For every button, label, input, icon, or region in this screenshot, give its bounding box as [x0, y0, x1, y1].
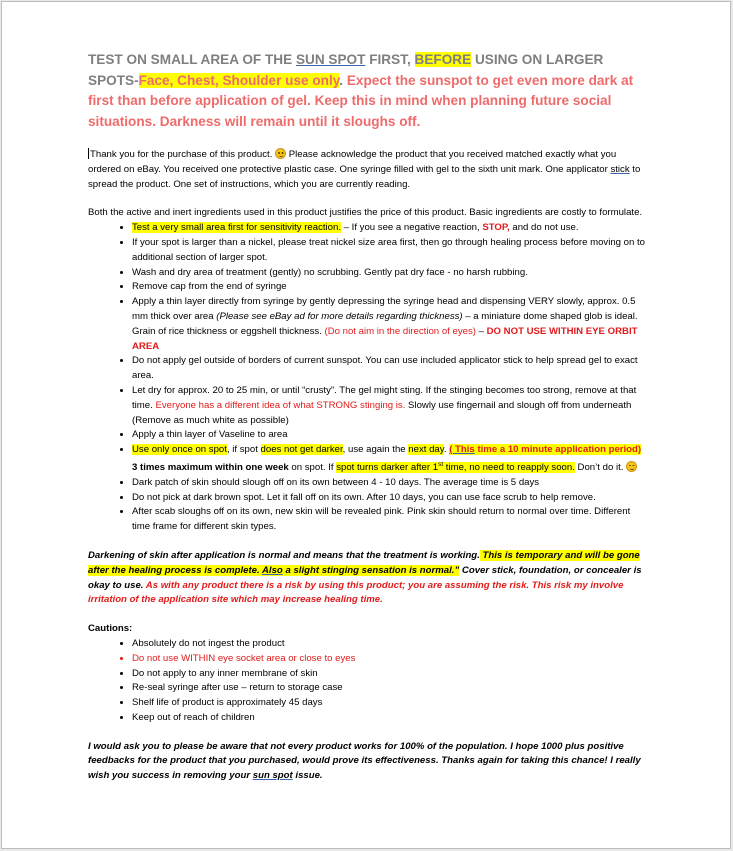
- list-item: • Wash and dry area of treatment (gently) no scrubbing. Gently pat dry face - no harsh rubbing.: [132, 266, 648, 281]
- list-item: • After scab sloughs off on its own, new skin will be revealed pink. Pink skin should return to normal over time. Different time frame for different skin types.: [132, 505, 648, 535]
- cautions-list: [88, 637, 648, 726]
- document-body: [88, 50, 648, 784]
- intro-text: Please acknowledge the product that you received matched exactly what you ordered on eBay. You received one protective plastic case. One syringe filled with gel to the sixth unit mark. One applicator: [88, 149, 617, 175]
- heading-text: FIRST,: [365, 52, 415, 67]
- list-item: • Do not pick at dark brown spot. Let it fall off on its own. After 10 days, you can use face scrub to help remove.: [132, 491, 648, 506]
- list-item: • Let dry for approx. 20 to 25 min, or until “crusty”. The gel might sting. If the stinging becomes too strong, remove at that time. Everyone has a different idea of what STRONG stinging is. Slowly use fingernail and slough off from underneath (Remove as much white as possible): [132, 384, 648, 428]
- heading-sun-spot: SUN SPOT: [295, 52, 366, 67]
- list-item: • Test a very small area first for sensitivity reaction. – If you see a negative reaction, STOP, and do not use.: [132, 221, 648, 236]
- heading-text: .: [339, 72, 347, 88]
- intro-text: to spread the product. One set of instructions, which you are currently reading.: [88, 163, 641, 190]
- warning-heading: [88, 50, 648, 132]
- list-item: • Apply a thin layer of Vaseline to area: [132, 428, 648, 443]
- list-item: • Do not apply gel outside of borders of current sunspot. You can use included applicator stick to help spread gel to exact area.: [132, 354, 648, 384]
- closing-paragraph: I would ask you to please be aware that not every product works for 100% of the population. I hope 1000 plus positive feedbacks for the product that you purchased, would prove its effectiveness. Thanks again for taking this chance! I really wish you success in removing your sun spot issue.: [88, 740, 641, 782]
- list-item: • Remove cap from the end of syringe: [132, 280, 648, 295]
- intro-stick: stick: [610, 163, 630, 175]
- text-cursor: [88, 148, 89, 159]
- heading-before: BEFORE: [414, 52, 472, 67]
- heading-text: TEST ON SMALL AREA OF THE: [88, 52, 296, 67]
- caution-item: • Shelf life of product is approximately 45 days: [132, 696, 648, 711]
- instructions-list: [88, 221, 648, 535]
- intro-text: Thank you for the purchase of this product.: [90, 149, 276, 160]
- caution-item: • Absolutely do not ingest the product: [132, 637, 648, 652]
- caution-item: • Do not use WITHIN eye socket area or close to eyes: [132, 652, 648, 667]
- smiley-emoji-icon: [626, 461, 637, 472]
- list-item: • Apply a thin layer directly from syringe by gently depressing the syringe head and dispensing VERY slowly, approx. 0.5 mm thick over area (Please see eBay ad for more details regarding thickness) – a miniature dome shaped glob is ideal. Grain of rice thickness or eggshell thickness. (Do not aim in the direction of eyes) – DO NOT USE WITHIN EYE ORBIT AREA: [132, 295, 648, 354]
- darkening-paragraph: Darkening of skin after application is normal and means that the treatment is working. This is temporary and will be gone after the healing process is complete. Also a slight stinging sensation is normal.” Cover stick, foundation, or concealer is okay to use. As with any product there is a risk by using this product; you are assuming the risk. This risk my involve irritation of the application site which may increase healing time.: [88, 549, 642, 606]
- smiley-emoji-icon: [275, 148, 286, 159]
- cautions-heading: Cautions:: [88, 623, 133, 635]
- document-page: [1, 1, 731, 849]
- list-item: • If your spot is larger than a nickel, please treat nickel size area first, then go through healing process before moving on to additional section of larger spot.: [132, 236, 648, 266]
- caution-item: • Keep out of reach of children: [132, 711, 648, 726]
- ingredients-paragraph: Both the active and inert ingredients used in this product justifies the price of this product. Basic ingredients are costly to formulate.: [88, 207, 643, 219]
- heading-darkness-warning: Expect the sunspot to get even more dark at first than before application of gel. Keep this in mind when planning future social situations. Darkness will remain until it sloughs off.: [88, 72, 634, 129]
- heading-body-areas: Face, Chest, Shoulder use only: [138, 72, 340, 88]
- list-item: • Use only once on spot, if spot does not get darker, use again the next day. ( This time a 10 minute application period) 3 times maximum within one week on spot. If spot turns darker after 1st time, no need to reapply soon. Don’t do it.: [132, 443, 648, 476]
- caution-item: • Re-seal syringe after use – return to storage case: [132, 681, 648, 696]
- intro-paragraph: [88, 148, 648, 192]
- caution-item: • Do not apply to any inner membrane of skin: [132, 667, 648, 682]
- list-item: • Dark patch of skin should slough off on its own between 4 - 10 days. The average time is 5 days: [132, 476, 648, 491]
- heading-text: USING ON LARGER SPOTS-: [88, 52, 604, 88]
